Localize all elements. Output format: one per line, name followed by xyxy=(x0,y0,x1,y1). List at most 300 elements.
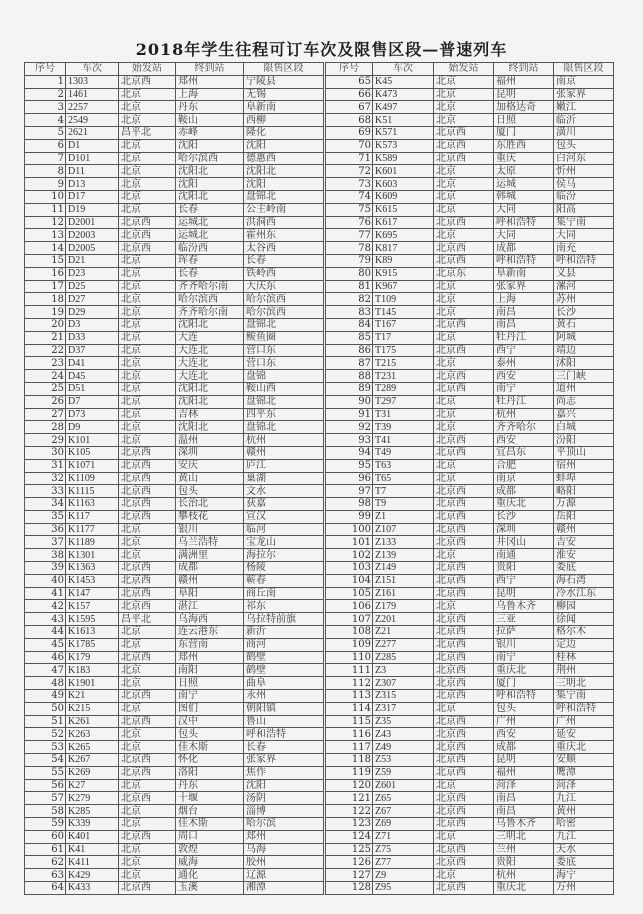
cell-seq: 73 xyxy=(326,178,373,191)
cell-seq: 113 xyxy=(326,690,373,703)
cell-train: K1115 xyxy=(66,485,119,498)
cell-section: 娄底 xyxy=(554,856,614,869)
cell-destination: 包头 xyxy=(494,702,554,715)
cell-destination: 赤峰 xyxy=(176,126,244,139)
cell-section: 杭州 xyxy=(244,434,324,447)
cell-origin: 北京 xyxy=(119,318,176,331)
cell-section: 天水 xyxy=(554,843,614,856)
cell-section: 沈阳 xyxy=(244,779,324,792)
cell-section: 张家界 xyxy=(244,754,324,767)
cell-section: 鹤壁 xyxy=(244,651,324,664)
cell-destination: 长治北 xyxy=(176,498,244,511)
cell-origin: 北京 xyxy=(434,357,494,370)
cell-destination: 银川 xyxy=(494,638,554,651)
table-row xyxy=(25,626,324,639)
table-row xyxy=(25,485,324,498)
cell-seq: 5 xyxy=(25,126,66,139)
cell-train: K279 xyxy=(66,792,119,805)
cell-destination: 兰州 xyxy=(494,843,554,856)
table-row xyxy=(25,75,324,88)
cell-origin: 北京 xyxy=(119,549,176,562)
cell-train: T145 xyxy=(373,306,434,319)
table-row xyxy=(326,843,614,856)
table-row xyxy=(326,408,614,421)
cell-destination: 哈尔滨西 xyxy=(176,293,244,306)
cell-seq: 44 xyxy=(25,626,66,639)
cell-seq: 115 xyxy=(326,715,373,728)
cell-section: 临汾 xyxy=(554,190,614,203)
cell-section: 盘锦北 xyxy=(244,318,324,331)
cell-seq: 66 xyxy=(326,88,373,101)
cell-destination: 十堰 xyxy=(176,792,244,805)
cell-section: 苏州 xyxy=(554,293,614,306)
table-row xyxy=(326,510,614,523)
header-origin: 始发站 xyxy=(119,63,176,76)
table-row xyxy=(326,882,614,895)
cell-section: 荆州 xyxy=(554,664,614,677)
cell-origin: 北京 xyxy=(119,702,176,715)
cell-origin: 北京西 xyxy=(434,485,494,498)
cell-train: K285 xyxy=(66,805,119,818)
cell-section: 阿城 xyxy=(554,331,614,344)
cell-train: K215 xyxy=(66,702,119,715)
cell-origin: 北京西 xyxy=(434,152,494,165)
table-row xyxy=(25,331,324,344)
cell-seq: 7 xyxy=(25,152,66,165)
cell-destination: 日照 xyxy=(176,677,244,690)
cell-train: D29 xyxy=(66,306,119,319)
cell-section: 鲁山 xyxy=(244,715,324,728)
cell-origin: 北京 xyxy=(434,869,494,882)
cell-origin: 北京 xyxy=(119,421,176,434)
cell-origin: 北京 xyxy=(119,88,176,101)
cell-seq: 106 xyxy=(326,600,373,613)
table-row xyxy=(326,715,614,728)
cell-seq: 6 xyxy=(25,139,66,152)
header-seq: 序号 xyxy=(25,63,66,76)
cell-train: T17 xyxy=(373,331,434,344)
table-row xyxy=(25,472,324,485)
cell-train: T167 xyxy=(373,318,434,331)
header-train: 车次 xyxy=(373,63,434,76)
table-row xyxy=(326,754,614,767)
table-row xyxy=(25,306,324,319)
cell-seq: 91 xyxy=(326,408,373,421)
cell-section: 漯河 xyxy=(554,280,614,293)
cell-seq: 53 xyxy=(25,741,66,754)
cell-train: K429 xyxy=(66,869,119,882)
cell-section: 大庆东 xyxy=(244,280,324,293)
cell-destination: 阜阳 xyxy=(176,587,244,600)
table-row xyxy=(326,523,614,536)
cell-seq: 48 xyxy=(25,677,66,690)
cell-seq: 26 xyxy=(25,395,66,408)
cell-seq: 74 xyxy=(326,190,373,203)
cell-section: 淮安 xyxy=(554,549,614,562)
cell-train: K695 xyxy=(373,229,434,242)
cell-seq: 40 xyxy=(25,574,66,587)
cell-section: 乌拉特前旗 xyxy=(244,613,324,626)
table-row xyxy=(25,178,324,191)
cell-origin: 北京西 xyxy=(434,126,494,139)
cell-origin: 北京西 xyxy=(119,574,176,587)
cell-section: 重庆北 xyxy=(554,741,614,754)
cell-section: 鞍山西 xyxy=(244,382,324,395)
cell-origin: 北京西 xyxy=(434,370,494,383)
cell-origin: 北京 xyxy=(434,421,494,434)
table-row xyxy=(25,715,324,728)
cell-destination: 牡丹江 xyxy=(494,331,554,344)
cell-destination: 齐齐哈尔南 xyxy=(176,280,244,293)
cell-section: 三门峡 xyxy=(554,370,614,383)
cell-origin: 北京 xyxy=(434,702,494,715)
cell-destination: 南昌 xyxy=(494,306,554,319)
cell-train: Z67 xyxy=(373,805,434,818)
cell-seq: 41 xyxy=(25,587,66,600)
cell-section: 呼和浩特 xyxy=(554,254,614,267)
cell-section: 西柳 xyxy=(244,114,324,127)
table-row xyxy=(25,702,324,715)
table-row xyxy=(326,254,614,267)
cell-train: K589 xyxy=(373,152,434,165)
cell-section: 集宁南 xyxy=(554,216,614,229)
header-train: 车次 xyxy=(66,63,119,76)
table-row xyxy=(326,395,614,408)
cell-seq: 17 xyxy=(25,280,66,293)
cell-train: K1785 xyxy=(66,638,119,651)
cell-section: 海石湾 xyxy=(554,574,614,587)
cell-train: D25 xyxy=(66,280,119,293)
cell-seq: 15 xyxy=(25,254,66,267)
table-row xyxy=(25,587,324,600)
cell-destination: 满洲里 xyxy=(176,549,244,562)
cell-origin: 北京 xyxy=(119,728,176,741)
cell-destination: 南宁 xyxy=(494,382,554,395)
cell-seq: 30 xyxy=(25,446,66,459)
cell-train: Z75 xyxy=(373,843,434,856)
cell-seq: 32 xyxy=(25,472,66,485)
cell-train: Z65 xyxy=(373,792,434,805)
cell-seq: 122 xyxy=(326,805,373,818)
table-row xyxy=(25,728,324,741)
cell-origin: 北京西 xyxy=(434,587,494,600)
cell-train: 1303 xyxy=(66,75,119,88)
table-row xyxy=(326,280,614,293)
cell-destination: 大连北 xyxy=(176,370,244,383)
cell-seq: 68 xyxy=(326,114,373,127)
cell-section: 阜新南 xyxy=(244,101,324,114)
cell-train: K1363 xyxy=(66,562,119,575)
cell-section: 赣州 xyxy=(244,446,324,459)
cell-seq: 84 xyxy=(326,318,373,331)
cell-section: 九江 xyxy=(554,830,614,843)
table-row xyxy=(25,126,324,139)
cell-train: K267 xyxy=(66,754,119,767)
cell-section: 万源 xyxy=(554,498,614,511)
cell-destination: 昆明 xyxy=(494,587,554,600)
table-row xyxy=(326,472,614,485)
table-row xyxy=(326,178,614,191)
table-row xyxy=(25,638,324,651)
header-origin: 始发站 xyxy=(434,63,494,76)
table-row xyxy=(326,702,614,715)
cell-destination: 大连 xyxy=(176,331,244,344)
cell-destination: 呼和浩特 xyxy=(494,690,554,703)
cell-section: 临沂 xyxy=(554,114,614,127)
cell-origin: 北京西 xyxy=(434,715,494,728)
cell-origin: 北京 xyxy=(119,818,176,831)
cell-seq: 125 xyxy=(326,843,373,856)
cell-destination: 银川 xyxy=(176,523,244,536)
cell-origin: 北京西 xyxy=(434,574,494,587)
cell-section: 鲅鱼圈 xyxy=(244,331,324,344)
cell-destination: 长沙 xyxy=(494,510,554,523)
table-row xyxy=(326,203,614,216)
cell-seq: 36 xyxy=(25,523,66,536)
table-row xyxy=(326,638,614,651)
cell-section: 略阳 xyxy=(554,485,614,498)
cell-origin: 北京 xyxy=(119,856,176,869)
cell-origin: 北京 xyxy=(434,165,494,178)
table-row xyxy=(25,152,324,165)
table-row xyxy=(326,139,614,152)
cell-section: 定边 xyxy=(554,638,614,651)
cell-seq: 13 xyxy=(25,229,66,242)
cell-origin: 北京西 xyxy=(434,510,494,523)
cell-seq: 23 xyxy=(25,357,66,370)
cell-seq: 101 xyxy=(326,536,373,549)
cell-train: K89 xyxy=(373,254,434,267)
table-row xyxy=(25,114,324,127)
cell-destination: 大同 xyxy=(494,229,554,242)
cell-destination: 井冈山 xyxy=(494,536,554,549)
table-row xyxy=(326,805,614,818)
cell-train: K269 xyxy=(66,766,119,779)
table-row xyxy=(25,88,324,101)
table-row xyxy=(326,830,614,843)
cell-section: 哈尔滨西 xyxy=(244,306,324,319)
table-row xyxy=(25,523,324,536)
cell-train: D7 xyxy=(66,395,119,408)
cell-destination: 沈阳北 xyxy=(176,190,244,203)
cell-train: T297 xyxy=(373,395,434,408)
cell-section: 宝龙山 xyxy=(244,536,324,549)
cell-origin: 北京西 xyxy=(119,459,176,472)
cell-section: 巢湖 xyxy=(244,472,324,485)
cell-train: T63 xyxy=(373,459,434,472)
cell-section: 海拉尔 xyxy=(244,549,324,562)
table-row xyxy=(326,651,614,664)
cell-destination: 三明北 xyxy=(494,830,554,843)
cell-origin: 北京西 xyxy=(119,600,176,613)
cell-seq: 103 xyxy=(326,562,373,575)
cell-section: 长沙 xyxy=(554,306,614,319)
cell-origin: 北京 xyxy=(119,626,176,639)
table-row xyxy=(25,510,324,523)
cell-section: 盘锦 xyxy=(244,370,324,383)
cell-origin: 北京 xyxy=(434,229,494,242)
table-row xyxy=(25,203,324,216)
cell-destination: 菏泽 xyxy=(494,779,554,792)
cell-seq: 62 xyxy=(25,856,66,869)
table-row xyxy=(25,869,324,882)
cell-train: D37 xyxy=(66,344,119,357)
cell-destination: 深圳 xyxy=(176,446,244,459)
cell-origin: 北京西 xyxy=(434,690,494,703)
cell-train: K105 xyxy=(66,446,119,459)
cell-section: 汤阴 xyxy=(244,792,324,805)
table-row xyxy=(326,357,614,370)
table-row xyxy=(326,498,614,511)
cell-train: 2549 xyxy=(66,114,119,127)
cell-train: K915 xyxy=(373,267,434,280)
cell-origin: 北京 xyxy=(119,114,176,127)
cell-destination: 阜新南 xyxy=(494,267,554,280)
table-row xyxy=(25,805,324,818)
cell-origin: 北京西 xyxy=(434,254,494,267)
cell-destination: 东胜西 xyxy=(494,139,554,152)
cell-origin: 北京西 xyxy=(119,242,176,255)
cell-seq: 35 xyxy=(25,510,66,523)
cell-seq: 108 xyxy=(326,626,373,639)
cell-train: K571 xyxy=(373,126,434,139)
cell-origin: 北京西 xyxy=(119,485,176,498)
cell-seq: 43 xyxy=(25,613,66,626)
cell-origin: 北京西 xyxy=(119,715,176,728)
cell-origin: 北京西 xyxy=(434,613,494,626)
cell-train: Z59 xyxy=(373,766,434,779)
cell-seq: 110 xyxy=(326,651,373,664)
cell-seq: 39 xyxy=(25,562,66,575)
cell-section: 白城 xyxy=(554,421,614,434)
cell-origin: 北京西 xyxy=(434,677,494,690)
table-row xyxy=(25,741,324,754)
cell-destination: 玉溪 xyxy=(176,882,244,895)
cell-origin: 北京西 xyxy=(434,626,494,639)
table-row xyxy=(25,190,324,203)
cell-seq: 34 xyxy=(25,498,66,511)
table-row xyxy=(25,229,324,242)
cell-section: 临河 xyxy=(244,523,324,536)
cell-destination: 西宁 xyxy=(494,344,554,357)
table-row xyxy=(326,370,614,383)
cell-origin: 北京 xyxy=(119,267,176,280)
cell-destination: 成都 xyxy=(494,242,554,255)
cell-destination: 乌海西 xyxy=(176,613,244,626)
cell-seq: 127 xyxy=(326,869,373,882)
cell-train: Z151 xyxy=(373,574,434,587)
cell-section: 新沂 xyxy=(244,626,324,639)
cell-train: K45 xyxy=(373,75,434,88)
cell-train: 2257 xyxy=(66,101,119,114)
cell-section: 沈阳北 xyxy=(244,165,324,178)
cell-destination: 上海 xyxy=(176,88,244,101)
table-row xyxy=(25,254,324,267)
table-row xyxy=(326,587,614,600)
cell-section: 徐闻 xyxy=(554,613,614,626)
cell-train: Z133 xyxy=(373,536,434,549)
cell-seq: 18 xyxy=(25,293,66,306)
cell-origin: 北京 xyxy=(119,843,176,856)
table-row xyxy=(25,536,324,549)
cell-destination: 温州 xyxy=(176,434,244,447)
cell-train: Z71 xyxy=(373,830,434,843)
cell-destination: 厦门 xyxy=(494,126,554,139)
cell-section: 沈阳 xyxy=(244,178,324,191)
cell-origin: 北京 xyxy=(119,293,176,306)
table-row xyxy=(326,664,614,677)
cell-section: 黄州 xyxy=(554,805,614,818)
cell-section: 呼和浩特 xyxy=(244,728,324,741)
cell-origin: 北京 xyxy=(119,306,176,319)
cell-section: 菏泽 xyxy=(554,779,614,792)
cell-train: Z95 xyxy=(373,882,434,895)
cell-train: T9 xyxy=(373,498,434,511)
cell-destination: 贵阳 xyxy=(494,856,554,869)
table-row xyxy=(25,434,324,447)
cell-train: K603 xyxy=(373,178,434,191)
cell-train: Z107 xyxy=(373,523,434,536)
cell-section: 格尔木 xyxy=(554,626,614,639)
cell-section: 乌海 xyxy=(244,843,324,856)
cell-seq: 112 xyxy=(326,677,373,690)
cell-seq: 128 xyxy=(326,882,373,895)
cell-train: D41 xyxy=(66,357,119,370)
table-row xyxy=(326,459,614,472)
cell-destination: 南昌 xyxy=(494,318,554,331)
cell-seq: 96 xyxy=(326,472,373,485)
cell-section: 湘潭 xyxy=(244,882,324,895)
cell-section: 南充 xyxy=(554,242,614,255)
cell-destination: 西安 xyxy=(494,728,554,741)
cell-section: 广州 xyxy=(554,715,614,728)
cell-seq: 56 xyxy=(25,779,66,792)
cell-origin: 昌平北 xyxy=(119,613,176,626)
cell-seq: 105 xyxy=(326,587,373,600)
cell-origin: 北京西 xyxy=(119,690,176,703)
cell-seq: 99 xyxy=(326,510,373,523)
table-row xyxy=(326,190,614,203)
cell-seq: 111 xyxy=(326,664,373,677)
cell-section: 嘉兴 xyxy=(554,408,614,421)
cell-destination: 福州 xyxy=(494,766,554,779)
cell-origin: 北京 xyxy=(119,434,176,447)
cell-train: K101 xyxy=(66,434,119,447)
cell-destination: 深圳 xyxy=(494,523,554,536)
header-section: 限售区段 xyxy=(554,63,614,76)
cell-origin: 北京西 xyxy=(434,754,494,767)
cell-seq: 81 xyxy=(326,280,373,293)
cell-destination: 成都 xyxy=(494,741,554,754)
table-row xyxy=(25,779,324,792)
cell-origin: 北京西 xyxy=(434,139,494,152)
cell-origin: 北京 xyxy=(434,331,494,344)
table-row xyxy=(25,459,324,472)
cell-train: K1613 xyxy=(66,626,119,639)
cell-seq: 61 xyxy=(25,843,66,856)
cell-section: 隆化 xyxy=(244,126,324,139)
cell-train: K117 xyxy=(66,510,119,523)
table-row xyxy=(25,357,324,370)
cell-origin: 北京 xyxy=(119,344,176,357)
cell-origin: 北京西 xyxy=(434,523,494,536)
cell-origin: 北京 xyxy=(119,280,176,293)
cell-train: Z3 xyxy=(373,664,434,677)
cell-seq: 58 xyxy=(25,805,66,818)
cell-train: K609 xyxy=(373,190,434,203)
table-row xyxy=(25,216,324,229)
cell-destination: 合肥 xyxy=(494,459,554,472)
